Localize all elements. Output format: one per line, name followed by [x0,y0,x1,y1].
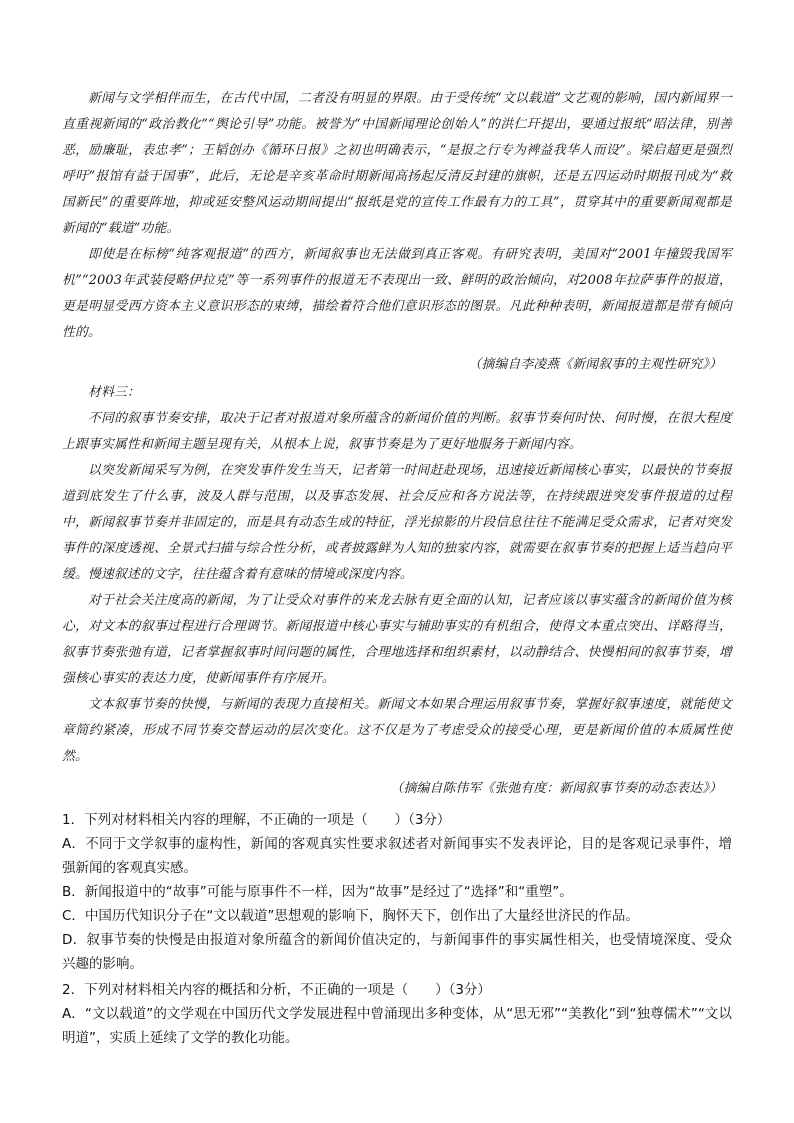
material-three-source: （摘编自陈伟军《张弛有度：新闻叙事节奏的动态表达》） [390,781,722,796]
material-two-paragraph-1: 新闻与文学相伴而生，在古代中国，二者没有明显的界限。由于受传统“文以载道”文艺观的影响，国内新闻界一直重视新闻的“政治教化”“舆论引导”功能。被誉为“中国新闻理论创始人”的洪仁玕提出，要通过报纸“昭法律，别善恶，励廉耻，表忠孝”；王韬创办《循环日报》之初也明确表示，“是报之行专为裨益我华人而设”。梁启超更是强烈呼吁“报馆有益于国事”，此后，无论是辛亥革命时期新闻高扬起反清反封建的旗帜，还是五四运动时期报刊成为“救国新民”的重要阵地，抑或延安整风运动期间提出“报纸是党的宣传工作最有力的工具”，贯穿其中的重要新闻观都是新闻的“载道”功能。 [62,91,732,236]
material-three-paragraph-1: 不同的叙事节奏安排，取决于记者对报道对象所蕴含的新闻价值的判断。叙事节奏何时快、何时慢，在很大程度上跟事实属性和新闻主题呈现有关，从根本上说，叙事节奏是为了更好地服务于新闻内容。 [62,411,732,452]
question-2-stem: 2．下列对材料相关内容的概括和分析，不正确的一项是（ ）（3分） [62,982,491,998]
questions-section [62,808,732,1050]
material-two [62,86,732,378]
question-1-option-b: B．新闻报道中的“故事”可能与原事件不一样，因为“故事”是经过了“选择”和“重塑”。 [62,884,573,900]
question-2-option-a: A．“文以载道”的文学观在中国历代文学发展进程中曾涌现出多种变体，从“思无邪”“美教化”到“独尊儒术”“文以明道”，实质上延续了文学的教化功能。 [62,1006,732,1046]
material-three [62,380,732,802]
question-1-option-c: C．中国历代知识分子在“文以载道”思想观的影响下，胸怀天下，创作出了大量经世济民的作品。 [62,908,639,924]
material-three-label: 材料三： [88,385,140,400]
material-three-paragraph-4: 文本叙事节奏的快慢，与新闻的表现力直接相关。新闻文本如果合理运用叙事节奏，掌握好叙事速度，就能使文章简约紧凑，形成不同节奏交替运动的层次变化。这不仅是为了考虑受众的接受心理，更是新闻价值的本质属性使然。 [62,697,732,764]
question-1-stem: 1．下列对材料相关内容的理解，不正确的一项是（ ）（3分） [62,812,451,828]
question-1-option-d: D．叙事节奏的快慢是由报道对象所蕴含的新闻价值决定的，与新闻事件的事实属性相关，也受情境深度、受众兴趣的影响。 [62,932,732,972]
material-two-paragraph-2: 即使是在标榜“纯客观报道”的西方，新闻叙事也无法做到真正客观。有研究表明，美国对“2001年撞毁我国军机”“2003年武装侵略伊拉克”等一系列事件的报道无不表现出一致、鲜明的政治倾向，对2008年拉萨事件的报道，更是明显受西方资本主义意识形态的束缚，描绘着符合他们意识形态的图景。凡此种种表明，新闻报道都是带有倾向性的。 [62,247,732,340]
material-two-source: （摘编自李凌燕《新闻叙事的主观性研究》） [468,357,722,372]
question-1-option-a: A．不同于文学叙事的虚构性，新闻的客观真实性要求叙述者对新闻事实不发表评论，目的是客观记录事件，增强新闻的客观真实感。 [62,836,732,876]
material-three-paragraph-2: 以突发新闻采写为例，在突发事件发生当天，记者第一时间赶赴现场，迅速接近新闻核心事实，以最快的节奏报道到底发生了什么事，波及人群与范围，以及事态发展、社会反应和各方说法等，在持续跟进突发事件报道的过程中，新闻叙事节奏并非固定的，而是具有动态生成的特征，浮光掠影的片段信息往往不能满足受众需求，记者对突发事件的深度透视、全景式扫描与综合性分析，或者披露鲜为人知的独家内容，就需要在叙事节奏的把握上适当趋向平缓。慢速叙述的文字，往往蕴含着有意味的情境或深度内容。 [62,463,732,582]
material-three-paragraph-3: 对于社会关注度高的新闻，为了让受众对事件的来龙去脉有更全面的认知，记者应该以事实蕴含的新闻价值为核心，对文本的叙事过程进行合理调节。新闻报道中核心事实与辅助事实的有机组合，使得文本重点突出、详略得当，叙事节奏张弛有道，记者掌握叙事时间问题的属性，合理地选择和组织素材，以动静结合、快慢相间的叙事节奏，增强核心事实的表达力度，使新闻事件有序展开。 [62,593,732,686]
